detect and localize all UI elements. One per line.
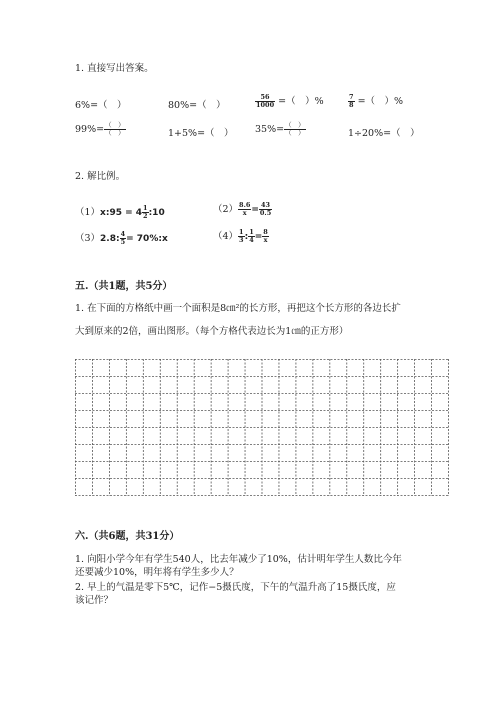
q2-item-4: （4） $\frac{1}{3}$ : $\frac{1}{4}$ = $\frac{8}{x}$ bbox=[213, 228, 268, 244]
q2-title: 2. 解比例。 bbox=[75, 171, 126, 182]
q1-item-2: 80%=（ ） bbox=[168, 100, 226, 111]
section6-q1-line1: 1. 向阳小学今年有学生540人，比去年减少了10%，估计明年学生人数比今年 bbox=[75, 554, 402, 565]
q1-item-3: $\frac{56}{1000}$ =（ ）% bbox=[256, 93, 324, 109]
q1-item-8: 1÷20%=（ ） bbox=[348, 128, 420, 139]
square-grid-paper[interactable] bbox=[75, 359, 449, 496]
section6-q2-line2: 该记作？ bbox=[75, 595, 114, 606]
q1-item-6: 1+5%=（ ） bbox=[168, 128, 234, 139]
q1-title: 1. 直接写出答案。 bbox=[75, 63, 154, 74]
section5-heading: 五.（共1题，共5分） bbox=[75, 281, 173, 292]
q1-item-7: 35%= $\frac{( )}{( )}$ bbox=[255, 121, 305, 137]
q2-item-1: （1）x:95 = 4 $\frac{1}{2}$ :10 bbox=[75, 204, 165, 220]
section6-heading: 六.（共6题，共31分） bbox=[75, 531, 180, 542]
q1-item-5: 99%= $\frac{( )}{( )}$ bbox=[75, 121, 125, 137]
q1-item-1: 6%=（ ） bbox=[75, 100, 127, 111]
q2-item-3: （3）2.8: $\frac{4}{5}$ = 70%:x bbox=[75, 230, 168, 246]
section6-q2-line1: 2. 早上的气温是零下5℃，记作−5摄氏度，下午的气温升高了15摄氏度，应 bbox=[75, 582, 396, 593]
section5-q1-line1: 1. 在下面的方格纸中画一个面积是8㎝²的长方形，再把这个长方形的各边长扩 bbox=[75, 303, 401, 314]
section6-q1-line2: 还要减少10%，明年将有学生多少人？ bbox=[75, 567, 239, 578]
section5-q1-line2: 大到原来的2倍，画出图形。（每个方格代表边长为1㎝的正方形） bbox=[75, 326, 349, 337]
q1-item-4: $\frac{7}{8}$ =（ ）% bbox=[349, 93, 404, 109]
grid-lines bbox=[75, 359, 449, 496]
q2-item-2: （2） $\frac{8.6}{x}$ = $\frac{43}{0.5}$ bbox=[213, 201, 272, 217]
